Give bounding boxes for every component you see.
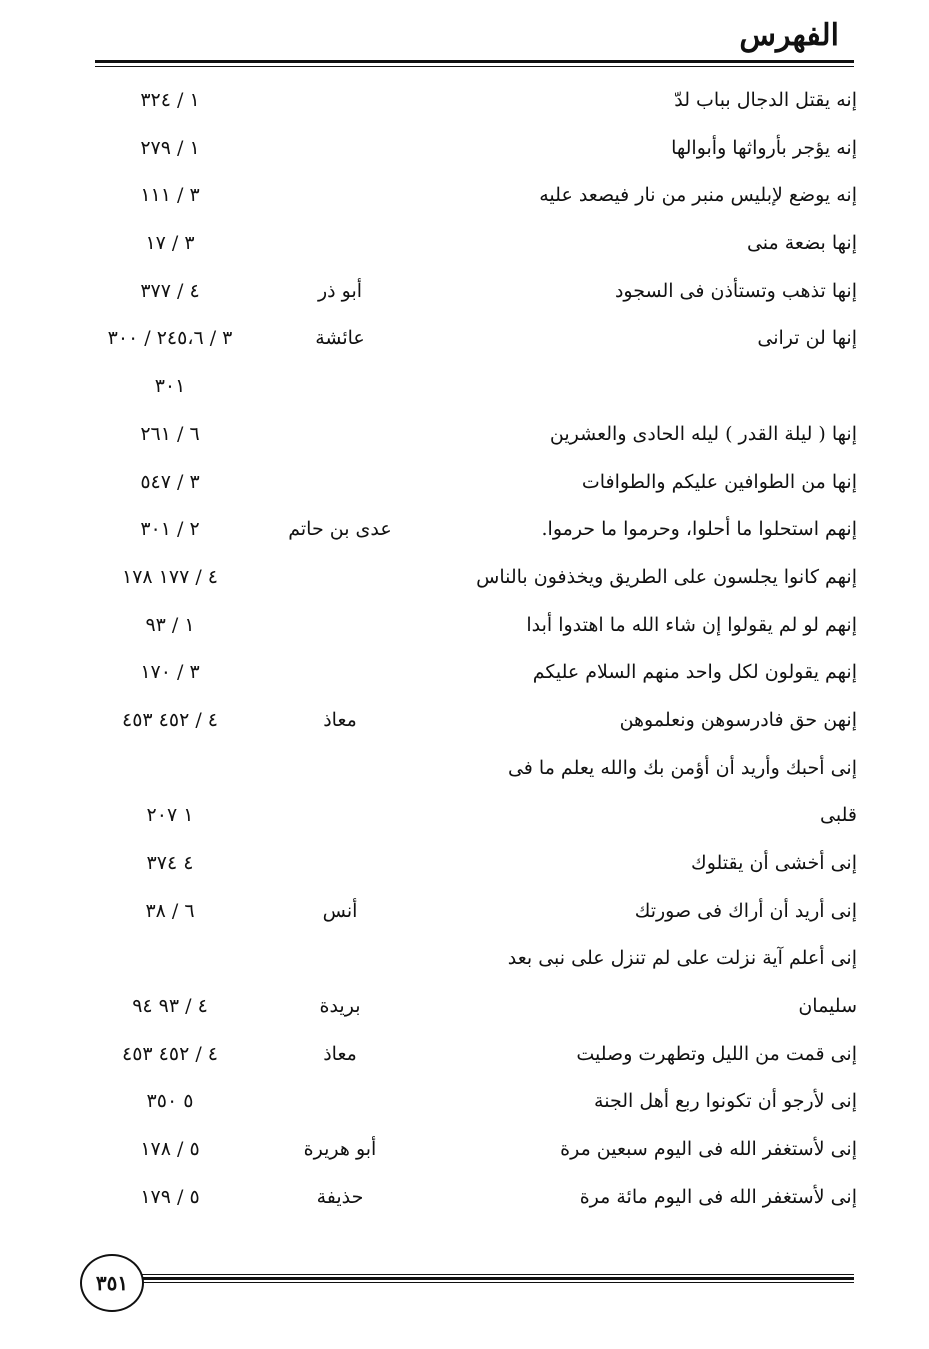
volume-page-reference: ٥ / ١٧٨ (140, 1138, 200, 1161)
narrator-name: بريدة (319, 995, 361, 1018)
table-row (95, 1174, 857, 1222)
page-title: الفهرس (739, 18, 839, 53)
hadith-text: إنه يقتل الدجال بباب لدّ (674, 89, 857, 111)
volume-page-reference: ٤ / ١٧٧ ١٧٨ (122, 565, 218, 588)
hadith-text: إنى أريد أن أراك فى صورتك (634, 899, 857, 922)
table-row (95, 792, 857, 840)
hadith-text: إنه يؤجر بأرواثها وأبوالها (671, 136, 857, 159)
hadith-text: إنها لن ترانى (757, 327, 857, 350)
volume-page-reference: ٤ ٣٧٤ (146, 852, 194, 874)
table-row (95, 125, 857, 173)
volume-page-reference: ٦ / ٣٨ (145, 899, 195, 922)
volume-page-reference: ٤ / ٤٥٢ ٤٥٣ (122, 1042, 218, 1065)
table-row (95, 554, 857, 602)
volume-page-reference: ٤ / ٩٣ ٩٤ (132, 995, 208, 1018)
volume-page-reference: ٣ / ١٧ (145, 232, 195, 255)
table-row (95, 172, 857, 220)
table-row (95, 840, 857, 888)
table-row (95, 220, 857, 268)
hadith-text: سليمان (798, 995, 857, 1018)
hadith-text: إنى أعلم آية نزلت على لم تنزل على نبى بعد (507, 947, 857, 970)
volume-page-reference: ٣ / ١٧٠ (140, 661, 200, 684)
table-row (95, 268, 857, 316)
hadith-text: إنهم لو لم يقولوا إن شاء الله ما اهتدوا أبدا (526, 613, 857, 636)
table-row (95, 77, 857, 125)
hadith-text: إنى لأستغفر الله فى اليوم مائة مرة (579, 1185, 857, 1208)
table-row (95, 935, 857, 983)
volume-page-reference: ٤ / ٣٧٧ (140, 279, 200, 302)
table-row (95, 697, 857, 745)
hadith-text: إنها بضعة منى (746, 232, 857, 255)
narrator-name: معاذ (323, 1042, 357, 1065)
table-row (95, 315, 857, 363)
volume-page-reference: ٣ / ٢٤٥،٦ / ٣٠٠ (107, 327, 233, 350)
hadith-text: إنهم كانوا يجلسون على الطريق ويخذفون بالناس (476, 565, 857, 588)
hadith-text: إنها تذهب وتستأذن فى السجود (614, 279, 857, 302)
hadith-text: إنى لأرجو أن تكونوا ربع أهل الجنة (594, 1090, 857, 1113)
volume-page-reference: ٦ / ٢٦١ (140, 422, 200, 445)
volume-page-reference: ١ ٢٠٧ (146, 804, 194, 827)
table-row (95, 745, 857, 793)
table-row (95, 1031, 857, 1079)
volume-page-reference: ٣٠١ (154, 375, 186, 398)
hadith-text: قلبى (820, 804, 857, 827)
table-row (95, 602, 857, 650)
hadith-text: إنى لأستغفر الله فى اليوم سبعين مرة (560, 1138, 857, 1161)
hadith-index-table (95, 77, 857, 1222)
volume-page-reference: ٥ / ١٧٩ (140, 1185, 200, 1208)
volume-page-reference: ٥ ٣٥٠ (146, 1090, 194, 1113)
table-row (95, 1126, 857, 1174)
table-row (95, 506, 857, 554)
volume-page-reference: ١ / ٢٧٩ (140, 136, 200, 159)
hadith-text: إنه يوضع لإبليس منبر من نار فيصعد عليه (539, 184, 857, 207)
hadith-text: إنهم استحلوا ما أحلوا، وحرموا ما حرموا. (541, 518, 857, 541)
narrator-name: أبو هريرة (303, 1138, 377, 1161)
volume-page-reference: ٤ / ٤٥٢ ٤٥٣ (122, 708, 218, 731)
hadith-text: إنى أخشى أن يقتلوك (691, 852, 857, 874)
hadith-text: إنى أحبك وأريد أن أؤمن بك والله يعلم ما فى (507, 756, 857, 779)
narrator-name: حذيفة (316, 1185, 364, 1208)
hadith-text: إنهم يقولون لكل واحد منهم السلام عليكم (532, 661, 857, 684)
table-row (95, 363, 857, 411)
table-row (95, 888, 857, 936)
hadith-text: إنى قمت من الليل وتطهرت وصليت (576, 1042, 857, 1065)
table-row (95, 459, 857, 507)
table-row (95, 1078, 857, 1126)
hadith-text: إنهن حق فادرسوهن ونعلموهن (619, 708, 857, 731)
table-row (95, 983, 857, 1031)
header-rule-thin (95, 66, 854, 67)
narrator-name: أبو ذر (317, 279, 363, 302)
narrator-name: معاذ (323, 708, 357, 731)
narrator-name: عائشة (315, 327, 365, 350)
narrator-name: عدى بن حاتم (288, 518, 392, 541)
hadith-text: إنها من الطوافين عليكم والطوافات (581, 470, 857, 493)
volume-page-reference: ٢ / ٣٠١ (140, 518, 200, 541)
page-number: ٣٥١ (80, 1254, 144, 1312)
header-rule-thick (95, 60, 854, 63)
narrator-name: أنس (322, 899, 358, 922)
volume-page-reference: ٣ / ٥٤٧ (140, 470, 200, 493)
hadith-text: إنها ( ليلة القدر ) ليله الحادى والعشرين (549, 422, 857, 445)
volume-page-reference: ٣ / ١١١ (140, 184, 200, 207)
volume-page-reference: ١ / ٩٣ (145, 613, 195, 636)
table-row (95, 411, 857, 459)
table-row (95, 649, 857, 697)
volume-page-reference: ١ / ٣٢٤ (140, 89, 200, 111)
footer-rule (140, 1274, 854, 1283)
